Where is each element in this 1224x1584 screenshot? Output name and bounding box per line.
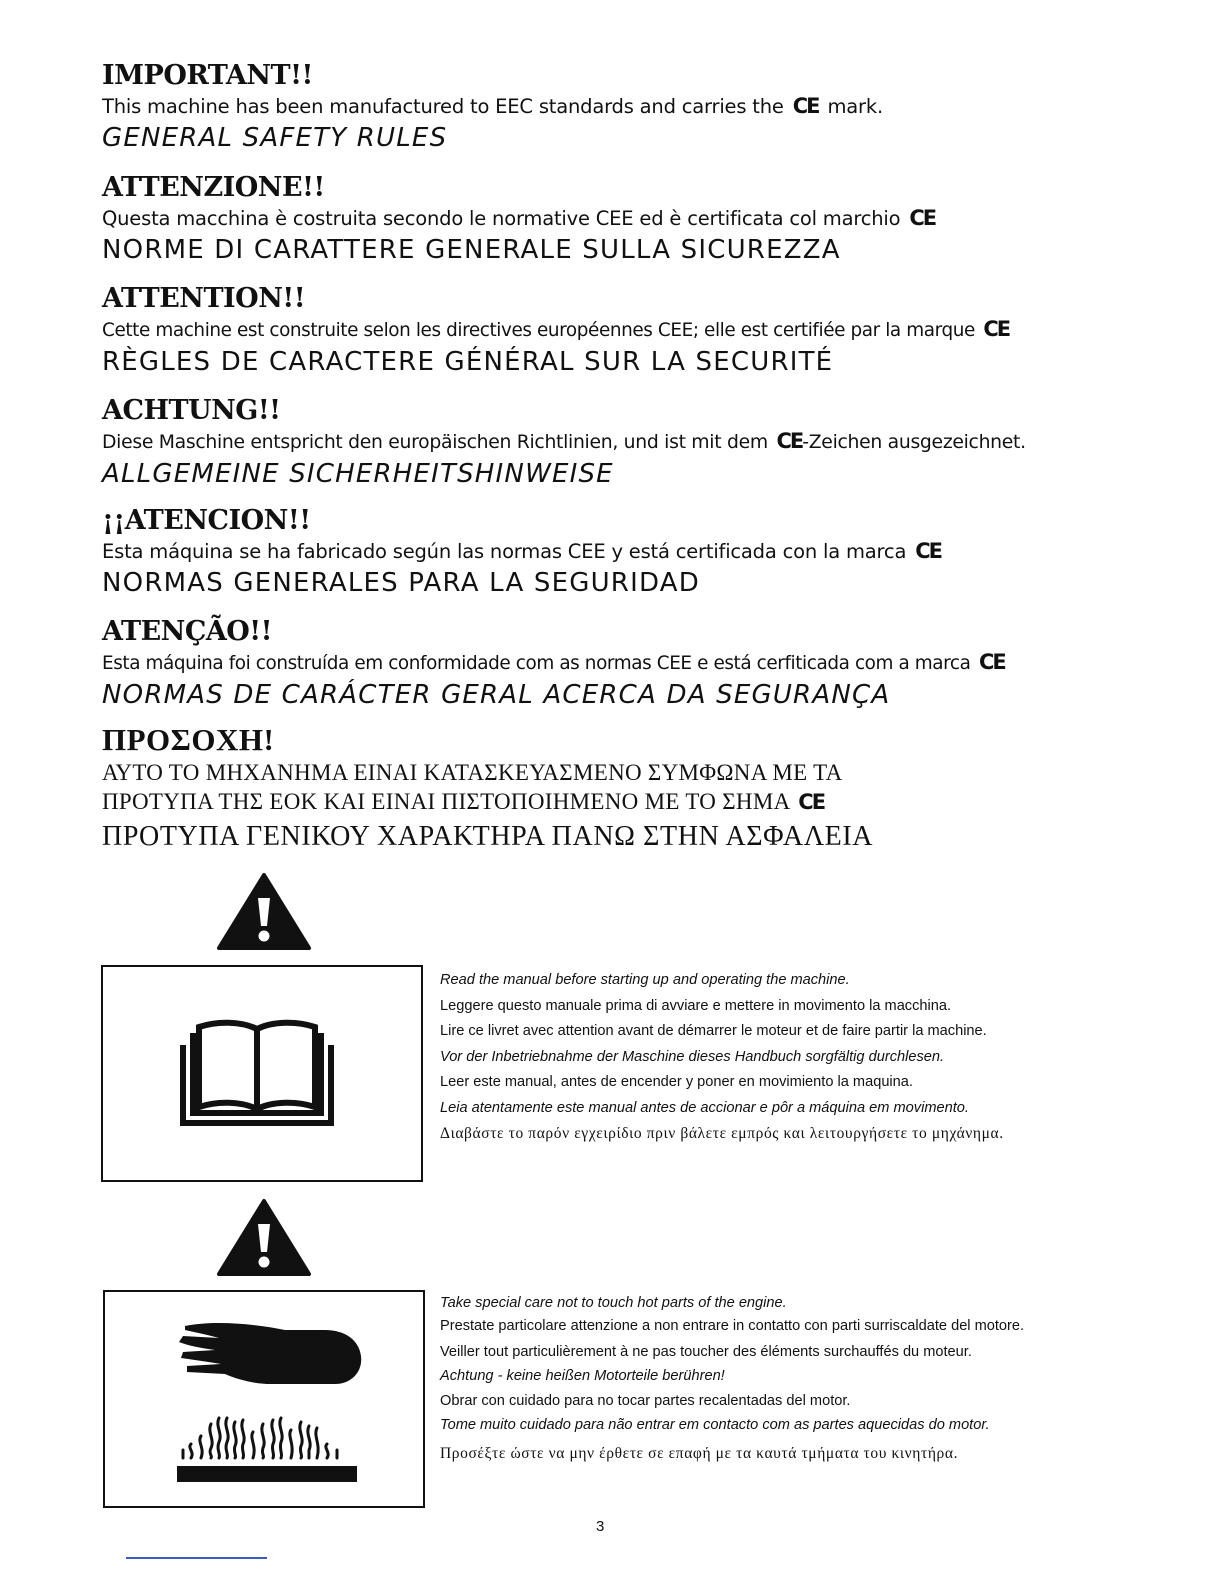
instruction-line: Read the manual before starting up and operating the machine. [440, 972, 850, 988]
open-book-icon [177, 1019, 337, 1129]
rules-greek: ΠΡΟΤΥΠΑ ΓΕΝΙΚΟΥ ΧΑΡΑΚΤΗΡΑ ΠΑΝΩ ΣΤΗΝ ΑΣΦΑΛΕΙΑ [102, 821, 874, 852]
notice-text: Questa macchina è costruita secondo le normative CEE ed è certificata col marchio [102, 207, 901, 230]
ce-mark-icon: CE [983, 317, 1010, 341]
rules-english: GENERAL SAFETY RULES [102, 123, 448, 153]
footer-rule [126, 1557, 267, 1559]
instruction-line: Leia atentamente este manual antes de accionar e pôr a máquina em movimento. [440, 1099, 969, 1116]
ce-mark-icon: CE [798, 790, 825, 814]
heading-prosoxi: ΠΡΟΣΟΧΗ! [102, 722, 275, 757]
instructions-read-manual [440, 968, 1112, 1147]
instruction-line: Leggere questo manuale prima di avviare e mettere in movimento la macchina. [440, 997, 952, 1014]
instruction-line: Lire ce livret avec attention avant de démarrer le moteur et de faire partir la machine. [440, 1023, 987, 1039]
heading-attention: ATTENTION!! [102, 283, 306, 314]
notice-text: ΠΡΟΤΥΠΑ ΤΗΣ ΕΟΚ ΚΑΙ ΕΙΝΑΙ ΠΙΣΤΟΠΟΙΗΜΕΝΟ ΜΕ ΤΟ ΣΗΜΑ [102, 789, 790, 814]
manual-pictogram-frame [101, 965, 423, 1182]
heading-achtung: ACHTUNG!! [102, 395, 281, 426]
section-french [102, 283, 1112, 379]
instruction-line: Veiller tout particulièrement à ne pas toucher des éléments surchauffés du moteur. [440, 1343, 972, 1360]
rules-portuguese: NORMAS DE CARÁCTER GERAL ACERCA DA SEGURANÇA [102, 680, 891, 710]
section-english [102, 60, 1112, 155]
notice-spanish [102, 537, 1112, 566]
instruction-line: Achtung - keine heißen Motorteile berühren! [440, 1368, 725, 1384]
notice-italian [102, 204, 1112, 233]
heading-attenzione: ATTENZIONE!! [102, 172, 325, 203]
notice-text-after: mark. [827, 95, 883, 118]
section-greek [102, 722, 1112, 854]
rules-german: ALLGEMEINE SICHERHEITSHINWEISE [102, 459, 614, 489]
ce-mark-icon: CE [776, 429, 803, 453]
notice-text: Esta máquina se ha fabricado según las normas CEE y está certificada con la marca [102, 540, 907, 563]
notice-text: This machine has been manufactured to EEC standards and carries the [102, 95, 784, 118]
instruction-line: Take special care not to touch hot parts of the engine. [440, 1295, 787, 1311]
heading-atencao: ATENÇÃO!! [102, 616, 272, 647]
notice-english [102, 92, 1112, 121]
instruction-line: Προσέξτε ώστε να μην έρθετε σε επαφή με τα καυτά τμήματα του κινητήρα. [440, 1444, 959, 1462]
section-german [102, 395, 1112, 491]
instruction-line: Διαβάστε το παρόν εγχειρίδιο πριν βάλετε εμπρός και λειτουργήσετε το μηχάνημα. [440, 1125, 1004, 1142]
ce-mark-icon: CE [915, 539, 941, 563]
ce-mark-icon: CE [978, 650, 1005, 674]
section-portuguese [102, 616, 1112, 712]
notice-text: Esta máquina foi construída em conformidade com as normas CEE e está cerfiticada com a marca [102, 653, 971, 674]
notice-german [102, 427, 1112, 457]
rules-french: RÈGLES DE CARACTERE GÉNÉRAL SUR LA SECURITÉ [102, 347, 834, 377]
heading-atencion: ¡¡ATENCION!! [102, 505, 311, 536]
notice-text: Diese Maschine entspricht den europäischen Richtlinien, und ist mit dem [102, 432, 768, 453]
ce-mark-icon: CE [792, 94, 819, 118]
notice-text: Cette machine est construite selon les directives européennes CEE; elle est certifiée par la marque [102, 320, 975, 341]
hand-icon [175, 1312, 365, 1392]
notice-greek-line1: ΑΥΤΟ ΤΟ ΜΗΧΑΝΗΜΑ ΕΙΝΑΙ ΚΑΤΑΣΚΕΥΑΣΜΕΝΟ ΣΥΜΦΩΝΑ ΜΕ ΤΑ [102, 760, 843, 785]
section-spanish [102, 505, 1112, 600]
instruction-line: Prestate particolare attenzione a non entrare in contatto con parti surriscaldate del motore. [440, 1317, 1025, 1334]
section-italian [102, 172, 1112, 267]
instruction-line: Leer este manual, antes de encender y poner en movimiento la maquina. [440, 1074, 913, 1090]
instruction-line: Obrar con cuidado para no tocar partes recalentadas del motor. [440, 1392, 851, 1409]
rules-italian: NORME DI CARATTERE GENERALE SULLA SICUREZZA [102, 235, 841, 265]
heat-waves-icon [177, 1404, 357, 1484]
instruction-line: Tome muito cuidado para não entrar em contacto com as partes aquecidas do motor. [440, 1417, 990, 1433]
notice-french [102, 315, 1112, 345]
notice-portuguese [102, 648, 1112, 678]
warning-triangle-icon [216, 1198, 312, 1278]
instruction-line: Vor der Inbetriebnahme der Maschine dieses Handbuch sorgfältig durchlesen. [440, 1048, 945, 1065]
hot-surface-pictogram-frame [103, 1290, 425, 1508]
instructions-hot-parts [440, 1291, 1112, 1466]
notice-text-after: -Zeichen ausgezeichnet. [802, 432, 1026, 453]
page-number: 3 [596, 1518, 605, 1535]
heading-important: IMPORTANT!! [102, 60, 313, 91]
notice-greek-line2 [102, 787, 1112, 817]
rules-spanish: NORMAS GENERALES PARA LA SEGURIDAD [102, 568, 700, 598]
ce-mark-icon: CE [909, 206, 936, 230]
warning-triangle-icon [216, 872, 312, 952]
